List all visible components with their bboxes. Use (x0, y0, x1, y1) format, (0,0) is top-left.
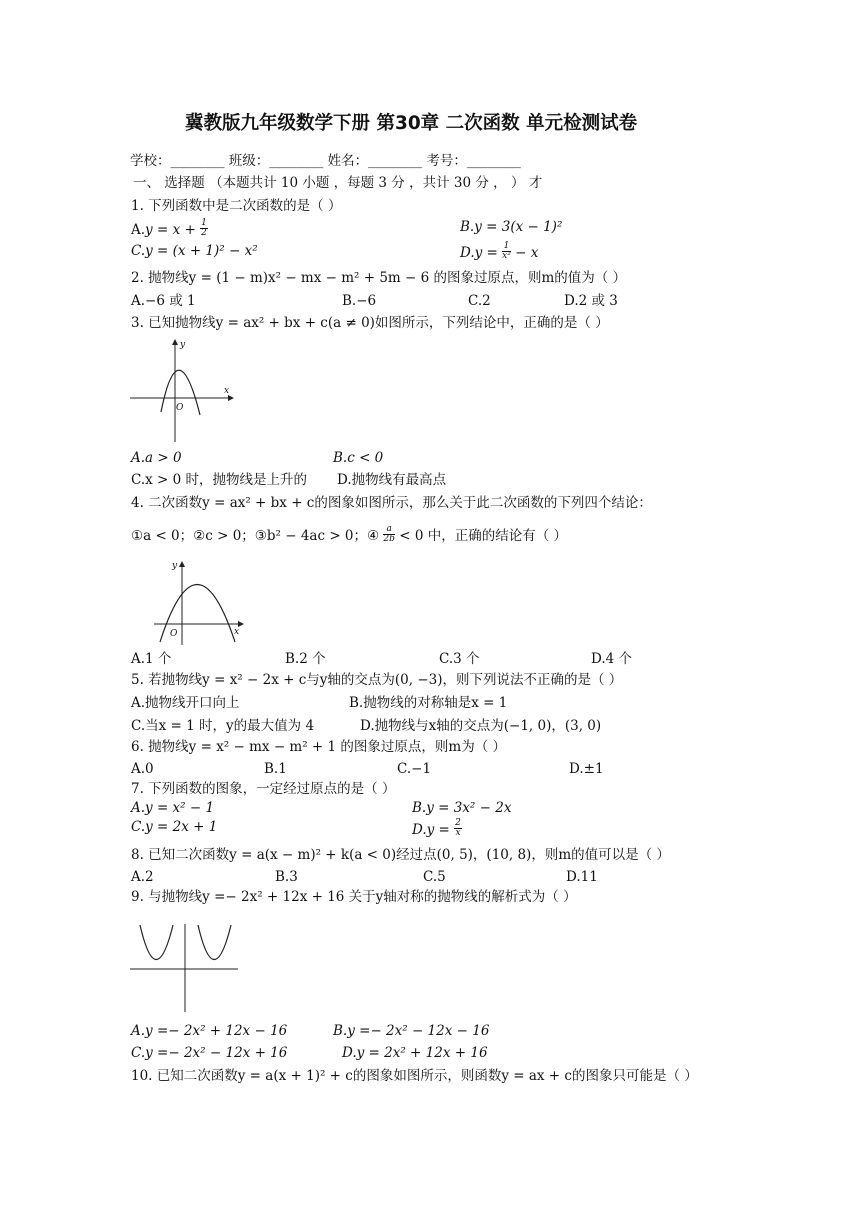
q2-option-d: D.2 或 3 (564, 293, 618, 309)
q4-y-label: y (172, 561, 178, 571)
q2-stem: 2. 抛物线y = (1 − m)x² − mx − m² + 5m − 6 的图象过原点，则m的值为（ ） (131, 270, 627, 286)
q6-option-b: B.1 (264, 761, 287, 777)
q6-option-d: D.±1 (569, 761, 604, 777)
q4-option-a: A.1 个 (131, 651, 172, 667)
q9-option-b: B.y =− 2x² − 12x − 16 (333, 1023, 490, 1039)
q3-option-c: C.x > 0 时，抛物线是上升的 (131, 472, 308, 488)
q2-option-b: B.−6 (342, 293, 377, 309)
q4-origin-label: O (170, 629, 178, 639)
q7-option-c: C.y = 2x + 1 (131, 819, 218, 835)
q7-option-a: A.y = x² − 1 (131, 800, 215, 816)
q8-option-d: D.11 (566, 869, 598, 885)
q4-x-label: x (234, 627, 240, 637)
q9-option-c: C.y =− 2x² − 12x + 16 (131, 1045, 288, 1061)
q9-option-d: D.y = 2x² + 12x + 16 (342, 1045, 488, 1061)
q7-option-d: D.y = $\frac{2}{x}$ (412, 818, 461, 838)
q9-parabola-figure (128, 922, 243, 1014)
q3-stem: 3. 已知抛物线y = ax² + bx + c(a ≠ 0)如图所示，下列结论中，正确的是（ ） (131, 315, 609, 331)
q5-option-c: C.当x = 1 时，y的最大值为 4 (131, 718, 315, 734)
q3-option-b: B.c < 0 (333, 450, 384, 466)
q8-stem: 8. 已知二次函数y = a(x − m)² + k(a < 0)经过点(0, 5)，(10, 8)，则m的值可以是（ ） (131, 847, 670, 863)
q2-option-a: A.−6 或 1 (131, 293, 196, 309)
q4-option-d: D.4 个 (591, 651, 633, 667)
q4-conclusions: ①a < 0；②c > 0；③b² − 4ac > 0；④ $\frac{a}{2b}$ < 0 中，正确的结论有（ ） (131, 524, 567, 544)
q8-option-b: B.3 (275, 869, 298, 885)
q6-option-a: A.0 (131, 761, 154, 777)
page-title: 冀教版九年级数学下册 第30章 二次函数 单元检测试卷 (185, 113, 638, 134)
q9-stem: 9. 与抛物线y =− 2x² + 12x + 16 关于y轴对称的抛物线的解析式为（ ） (131, 889, 577, 905)
q3-parabola-figure (128, 337, 238, 445)
q4-stem: 4. 二次函数y = ax² + bx + c的图象如图所示，那么关于此二次函数的下列四个结论： (131, 495, 652, 511)
q8-option-a: A.2 (131, 869, 154, 885)
q7-option-b: B.y = 3x² − 2x (412, 800, 512, 816)
q9-option-a: A.y =− 2x² + 12x − 16 (131, 1023, 288, 1039)
q3-option-a: A.a > 0 (131, 450, 182, 466)
q1-option-c: C.y = (x + 1)² − x² (131, 243, 258, 259)
q5-option-b: B.抛物线的对称轴是x = 1 (349, 695, 508, 711)
q8-option-c: C.5 (423, 869, 446, 885)
section-heading: 一、 选择题 （本题共计 10 小题 ，每题 3 分 ，共计 30 分 ， ） 才 (133, 175, 543, 191)
q4-option-b: B.2 个 (285, 651, 326, 667)
q4-parabola-figure (152, 557, 247, 647)
q3-x-label: x (224, 386, 230, 396)
q10-stem: 10. 已知二次函数y = a(x + 1)² + c的图象如图所示，则函数y = ax + c的图象只可能是（ ） (131, 1068, 698, 1084)
q1-option-d: D.y = $\frac{1}{\text{x²}}$ − x (460, 241, 539, 261)
q1-option-a: A.y = x + $\frac{1}{2}$ (131, 218, 207, 238)
q6-option-c: C.−1 (397, 761, 432, 777)
q6-stem: 6. 抛物线y = x² − mx − m² + 1 的图象过原点，则m为（ ） (131, 739, 507, 755)
q5-option-a: A.抛物线开口向上 (131, 695, 240, 711)
q5-stem: 5. 若抛物线y = x² − 2x + c与y轴的交点为(0, −3)，则下列说法不正确的是（ ） (131, 672, 623, 688)
q3-origin-label: O (176, 403, 184, 413)
q1-stem: 1. 下列函数中是二次函数的是（ ） (131, 198, 342, 214)
q3-y-label: y (180, 340, 186, 350)
student-info-line: 学校：________ 班级：________ 姓名：________ 考号：________ (130, 153, 521, 169)
q7-stem: 7. 下列函数的图象，一定经过原点的是（ ） (131, 781, 396, 797)
q5-option-d: D.抛物线与x轴的交点为(−1, 0)，(3, 0) (360, 718, 602, 734)
q1-option-b: B.y = 3(x − 1)² (460, 219, 563, 235)
q2-option-c: C.2 (468, 293, 491, 309)
q4-option-c: C.3 个 (439, 651, 480, 667)
q3-option-d: D.抛物线有最高点 (337, 472, 447, 488)
